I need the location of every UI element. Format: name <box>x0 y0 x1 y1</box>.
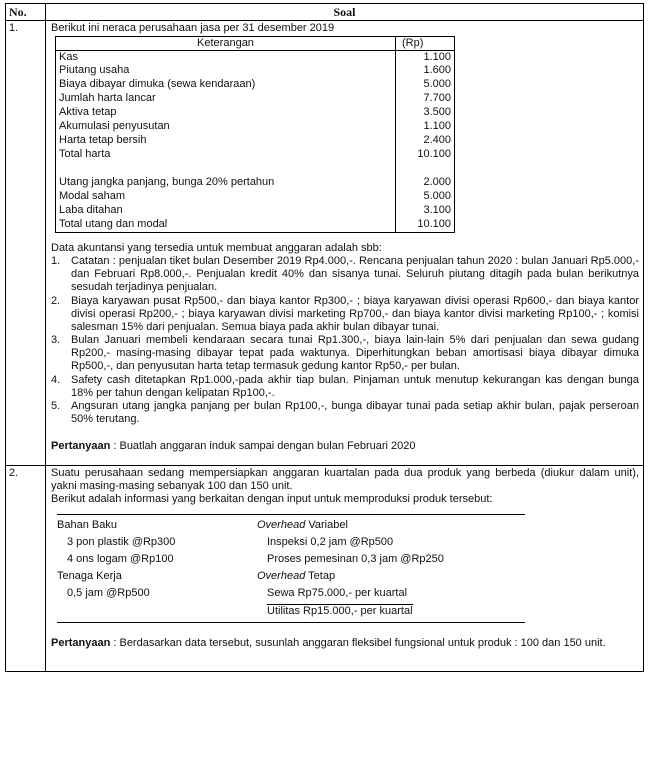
sewa-item: Sewa Rp75.000,- per kuartal <box>267 587 408 600</box>
document-page <box>5 3 644 763</box>
bahan-baku-heading: Bahan Baku <box>57 519 117 532</box>
table-row <box>56 64 455 78</box>
table-row <box>56 120 455 134</box>
header-no: No. <box>6 4 46 21</box>
question-label: Pertanyaan <box>51 637 111 650</box>
row-label: Harta tetap bersih <box>56 134 396 148</box>
logam-item: 4 ons logam @Rp100 <box>67 553 174 566</box>
question-1-content <box>46 21 644 465</box>
balance-sheet-table <box>55 36 455 233</box>
tenaga-kerja-heading: Tenaga Kerja <box>57 570 122 583</box>
q2-intro: Suatu perusahaan sedang mempersiapkan anggaran kuartalan pada dua produk yang berbeda (diukur dalam unit), yakni masing-masing sebanyak 100 dan 150 unit. <box>51 466 639 492</box>
table-row <box>56 92 455 106</box>
balance-sheet-header <box>56 36 455 50</box>
row-value: 1.100 <box>396 50 455 64</box>
row-label: Biaya dibayar dimuka (sewa kendaraan) <box>56 78 396 92</box>
row-value: 5.000 <box>396 190 455 204</box>
row-label: Akumulasi penyusutan <box>56 120 396 134</box>
row-label: Jumlah harta lancar <box>56 92 396 106</box>
row-value: 2.400 <box>396 134 455 148</box>
q1-question <box>51 440 639 453</box>
q1-data-intro: Data akuntansi yang tersedia untuk membuat anggaran adalah sbb: <box>51 241 382 254</box>
row-label: Utang jangka panjang, bunga 20% pertahun <box>56 176 396 190</box>
overhead-tetap-heading: Overhead Tetap <box>257 570 336 583</box>
inspeksi-item: Inspeksi 0,2 jam @Rp500 <box>267 536 394 549</box>
input-info-block <box>57 514 525 623</box>
jam-kerja-item: 0,5 jam @Rp500 <box>67 587 150 600</box>
row-value: 10.100 <box>396 148 455 162</box>
q1-data-list <box>51 255 639 426</box>
header-row <box>6 4 644 21</box>
row-value: 7.700 <box>396 92 455 106</box>
q1-intro: Berikut ini neraca perusahaan jasa per 31 desember 2019 <box>51 22 335 35</box>
list-item: 4. Safety cash ditetapkan Rp1.000,-pada akhir tiap bulan. Pinjaman untuk menutup kekurangan kas dengan bunga 18% per tahun dengan kelipatan Rp100,-. <box>51 373 639 399</box>
question-2-row <box>6 465 644 672</box>
row-value: 10.100 <box>396 218 455 232</box>
row-label: Kas <box>56 50 396 64</box>
q2-intro2: Berikut adalah informasi yang berkaitan dengan input untuk memproduksi produk tersebut: <box>51 492 493 505</box>
header-soal: Soal <box>46 4 644 21</box>
overhead-variabel-heading: Overhead Variabel <box>257 519 348 532</box>
table-row <box>56 190 455 204</box>
row-label: Total utang dan modal <box>56 218 396 232</box>
list-item: 3. Bulan Januari membeli kendaraan secara tunai Rp1.300,-, biaya lain-lain 5% dari penjualan dan sewa gudang Rp200,- masing-masing dibayar tepat pada waktunya. Diperhitungkan beban amortisasi biaya dibayar dimuka Rp500,-, dan penyusutan harta tetap termasuk gedung kantor Rp50,- per bulan. <box>51 334 639 373</box>
table-row <box>56 78 455 92</box>
row-value: 1.600 <box>396 64 455 78</box>
row-label: Total harta <box>56 148 396 162</box>
input-right-column <box>257 519 525 621</box>
row-value: 3.500 <box>396 106 455 120</box>
list-item: 2. Biaya karyawan pusat Rp500,- dan biaya kantor Rp300,- ; biaya karyawan divisi operasi Rp600,- dan biaya kantor divisi operasi Rp200,- ; biaya karyawan divisi marketing Rp700,- dan biaya kantor divisi marketing Rp100,- ; komisi salesman 15% dari penjualan. Semua biaya pada akhir bulan dibayar tunai. <box>51 294 639 333</box>
table-row <box>56 134 455 148</box>
row-label: Piutang usaha <box>56 64 396 78</box>
question-2-number: 2. <box>6 465 46 672</box>
question-2-content <box>46 465 644 672</box>
table-row <box>56 148 455 162</box>
list-item: 1. Catatan : penjualan tiket bulan Desember 2019 Rp4.000,-. Rencana penjualan tahun 2020 : bulan Januari Rp5.000,- dan Februari Rp8.000,-. Penjualan kredit 40% dan sisanya tunai. Seluruh piutang ditagih pada bulan berikutnya sesudah terjadinya penjualan. <box>51 254 639 294</box>
col-keterangan: Keterangan <box>56 36 396 50</box>
utilitas-item: Utilitas Rp15.000,- per kuartal <box>267 605 413 618</box>
row-value: 1.100 <box>396 120 455 134</box>
question-label: Pertanyaan <box>51 440 111 453</box>
row-label: Aktiva tetap <box>56 106 396 120</box>
soal-table <box>5 3 644 672</box>
question-text: : Buatlah anggaran induk sampai dengan bulan Februari 2020 <box>110 440 416 453</box>
row-value: 5.000 <box>396 78 455 92</box>
row-label: Modal saham <box>56 190 396 204</box>
table-row <box>56 50 455 64</box>
row-value: 3.100 <box>396 204 455 218</box>
table-row <box>56 218 455 232</box>
table-row <box>56 204 455 218</box>
plastik-item: 3 pon plastik @Rp300 <box>67 536 176 549</box>
row-value: 2.000 <box>396 176 455 190</box>
question-text: : Berdasarkan data tersebut, susunlah anggaran fleksibel fungsional untuk produk : 100 dan 150 unit. <box>110 637 606 650</box>
proses-item: Proses pemesinan 0,3 jam @Rp250 <box>267 553 444 566</box>
table-row <box>56 106 455 120</box>
table-row <box>56 176 455 190</box>
question-1-row <box>6 21 644 465</box>
col-rp: (Rp) <box>396 36 455 50</box>
row-label: Laba ditahan <box>56 204 396 218</box>
input-left-column <box>57 519 257 621</box>
question-1-number: 1. <box>6 21 46 465</box>
q2-question <box>51 637 639 650</box>
list-item: 5. Angsuran utang jangka panjang per bulan Rp100,-, bunga dibayar tunai pada setiap akhir bulan, pajak perseroan 50% terutang. <box>51 400 639 426</box>
table-spacer-row <box>56 162 455 176</box>
